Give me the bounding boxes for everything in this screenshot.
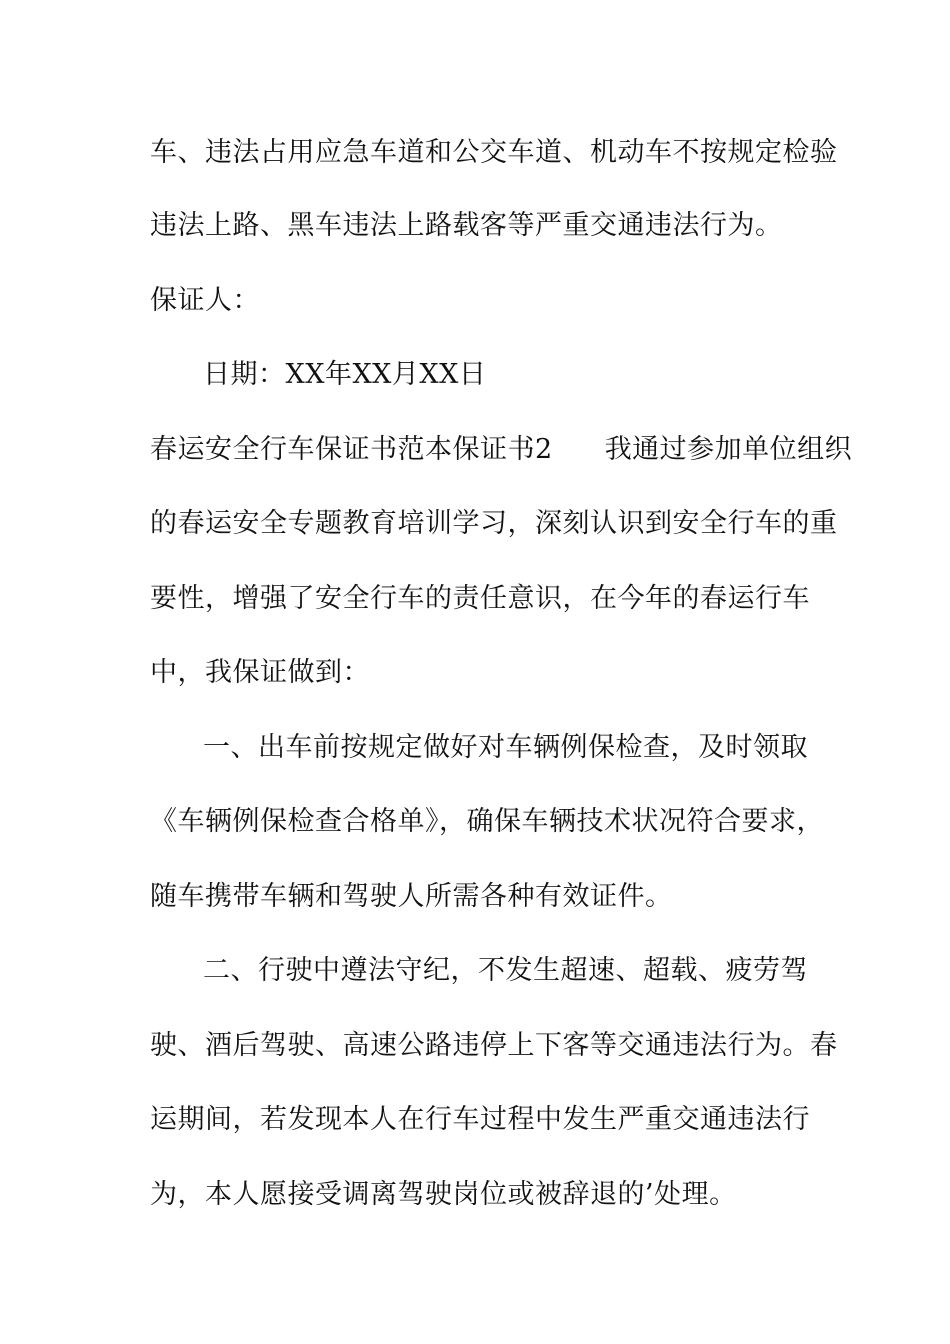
item-2-line-3: 运期间，若发现本人在行车过程中发生严重交通违法行 — [150, 1104, 810, 1135]
item-2-line-1: 二、行驶中遵法守纪，不发生超速、超载、疲劳驾 — [203, 955, 808, 986]
date-line: 日期：XX年XX月XX日 — [203, 359, 487, 390]
section-title-line — [150, 432, 852, 468]
item-1-line-2: 《车辆例保检查合格单》，确保车辆技术状况符合要求， — [150, 806, 824, 837]
text-line-1: 车、违法占用应急车道和公交车道、机动车不按规定检验 — [150, 137, 838, 168]
guarantor-label: 保证人： — [150, 285, 260, 316]
paragraph-start: 我通过参加单位组织 — [604, 434, 853, 465]
text-line-9: 中，我保证做到： — [150, 657, 370, 688]
text-line-2: 违法上路、黑车违法上路载客等严重交通违法行为。 — [150, 210, 783, 241]
section-title: 春运安全行车保证书范本保证书2 — [150, 434, 553, 465]
item-2-line-4: 为，本人愿接受调离驾驶岗位或被辞退的’处理。 — [150, 1179, 737, 1210]
text-line-8: 要性，增强了安全行车的责任意识，在今年的春运行车 — [150, 583, 810, 614]
item-1-line-3: 随车携带车辆和驾驶人所需各种有效证件。 — [150, 881, 673, 912]
item-2-line-2: 驶、酒后驾驶、高速公路违停上下客等交通违法行为。春 — [150, 1030, 838, 1061]
item-1-line-1: 一、出车前按规定做好对车辆例保检查，及时领取 — [203, 732, 808, 763]
text-line-7: 的春运安全专题教育培训学习，深刻认识到安全行车的重 — [150, 508, 838, 539]
